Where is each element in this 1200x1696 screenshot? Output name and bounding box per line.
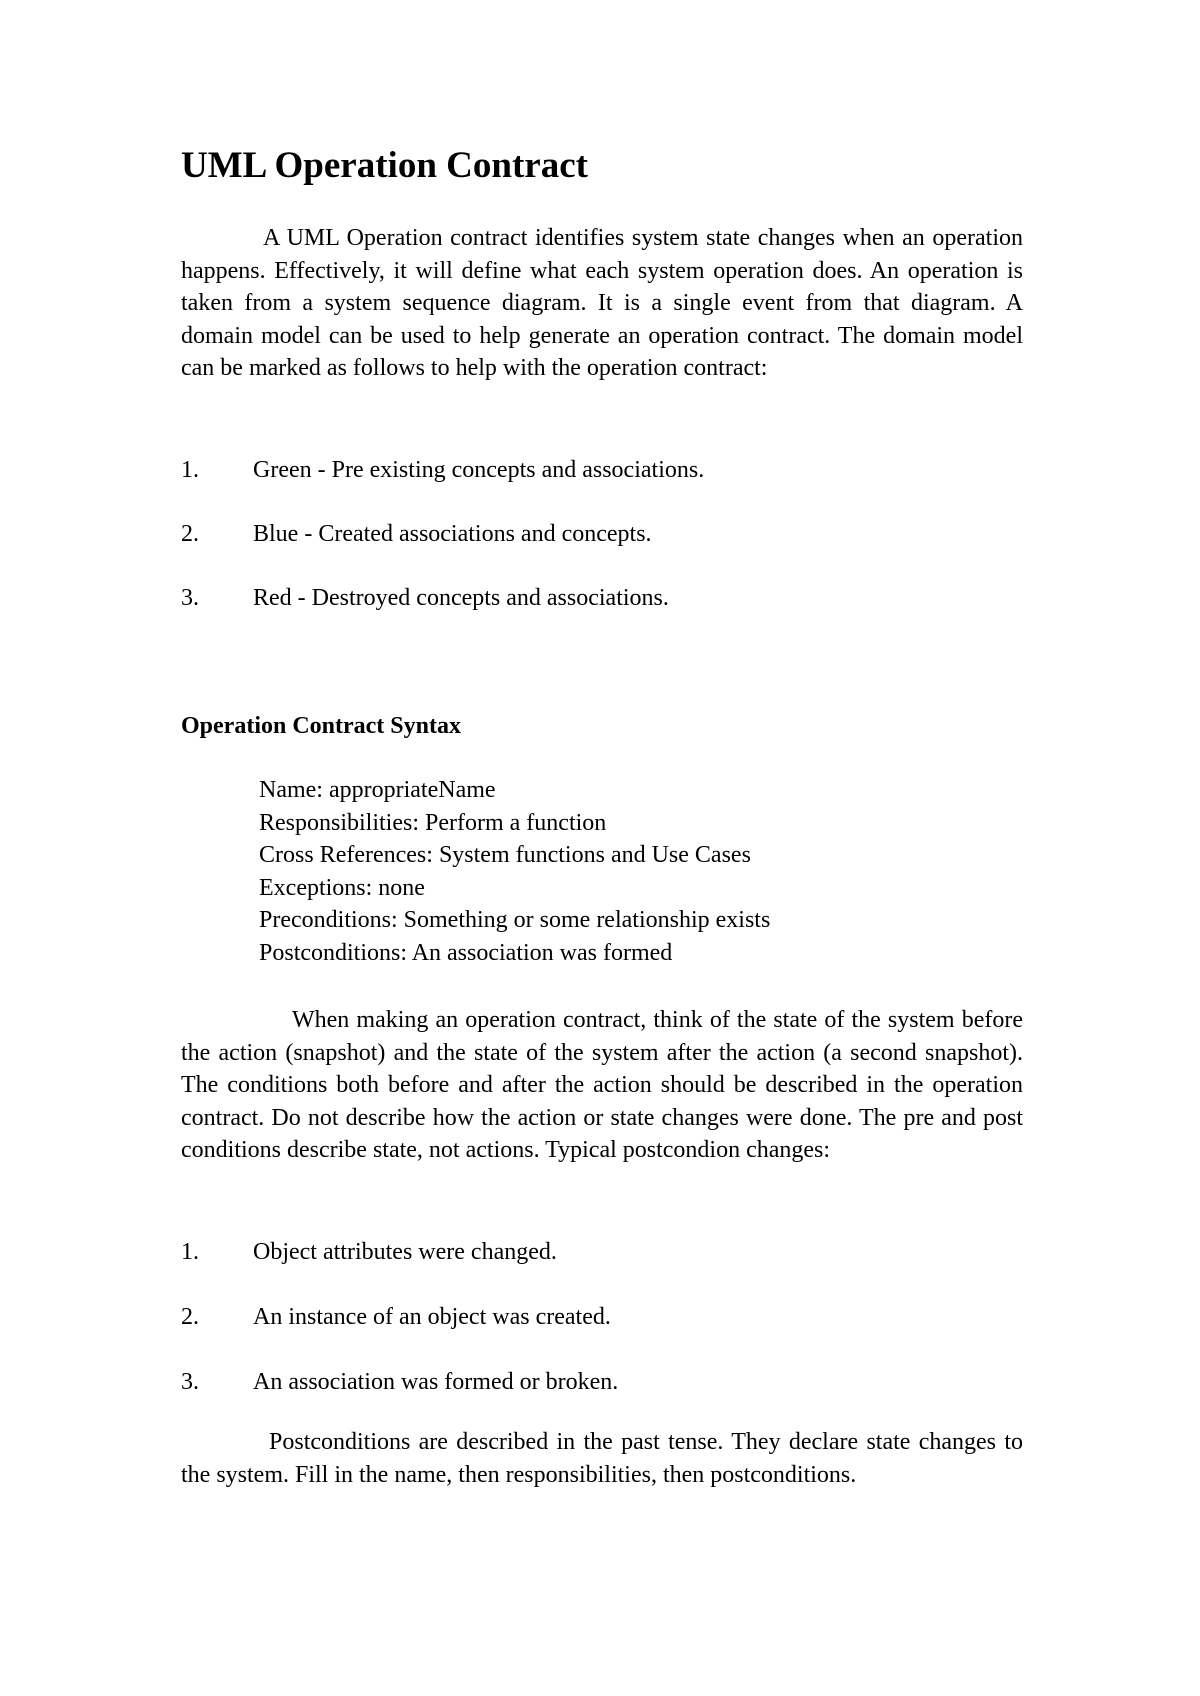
syntax-line-responsibilities: Responsibilities: Perform a function — [259, 809, 607, 836]
list-number: 3. — [181, 1369, 199, 1395]
syntax-line-preconditions: Preconditions: Something or some relationship exists — [259, 907, 771, 933]
list-text: Green - Pre existing concepts and associations. — [253, 457, 705, 483]
intro-paragraph: A UML Operation contract identifies system state changes when an operation happens. Effectively, it will define what each system operation does. An operation is taken from a system sequence diagram. It is a single event from that diagram. A domain model can be used to help generate an operation contract. The domain model can be marked as follows to help with the operation contract: — [181, 225, 1023, 381]
list-number: 3. — [181, 585, 199, 611]
list-text: Blue - Created associations and concepts. — [253, 521, 652, 547]
document-title: UML Operation Contract — [181, 145, 588, 186]
syntax-line-cross-references: Cross References: System functions and Use Cases — [259, 842, 751, 868]
list-number: 2. — [181, 521, 199, 547]
list-number: 2. — [181, 1304, 199, 1330]
list-text: An association was formed or broken. — [253, 1369, 619, 1395]
snapshot-paragraph: When making an operation contract, think of the state of the system before the action (snapshot) and the state of the system after the action (a second snapshot). The conditions both before and after the action should be described in the operation contract. Do not describe how the action or state changes were done. The pre and post conditions describe state, not actions. Typical postcondion changes: — [181, 1007, 1023, 1163]
syntax-line-postconditions: Postconditions: An association was formed — [259, 939, 673, 966]
syntax-heading: Operation Contract Syntax — [181, 713, 461, 739]
syntax-line-name: Name: appropriateName — [259, 777, 496, 803]
list-text: An instance of an object was created. — [253, 1304, 611, 1330]
list-text: Red - Destroyed concepts and associations. — [253, 585, 669, 611]
list-number: 1. — [181, 457, 199, 483]
syntax-line-exceptions: Exceptions: none — [259, 874, 425, 901]
list-number: 1. — [181, 1239, 199, 1265]
list-text: Object attributes were changed. — [253, 1239, 557, 1265]
syntax-block — [259, 774, 770, 969]
closing-paragraph: Postconditions are described in the past tense. They declare state changes to the system. Fill in the name, then responsibilities, then postconditions. — [181, 1429, 1023, 1488]
